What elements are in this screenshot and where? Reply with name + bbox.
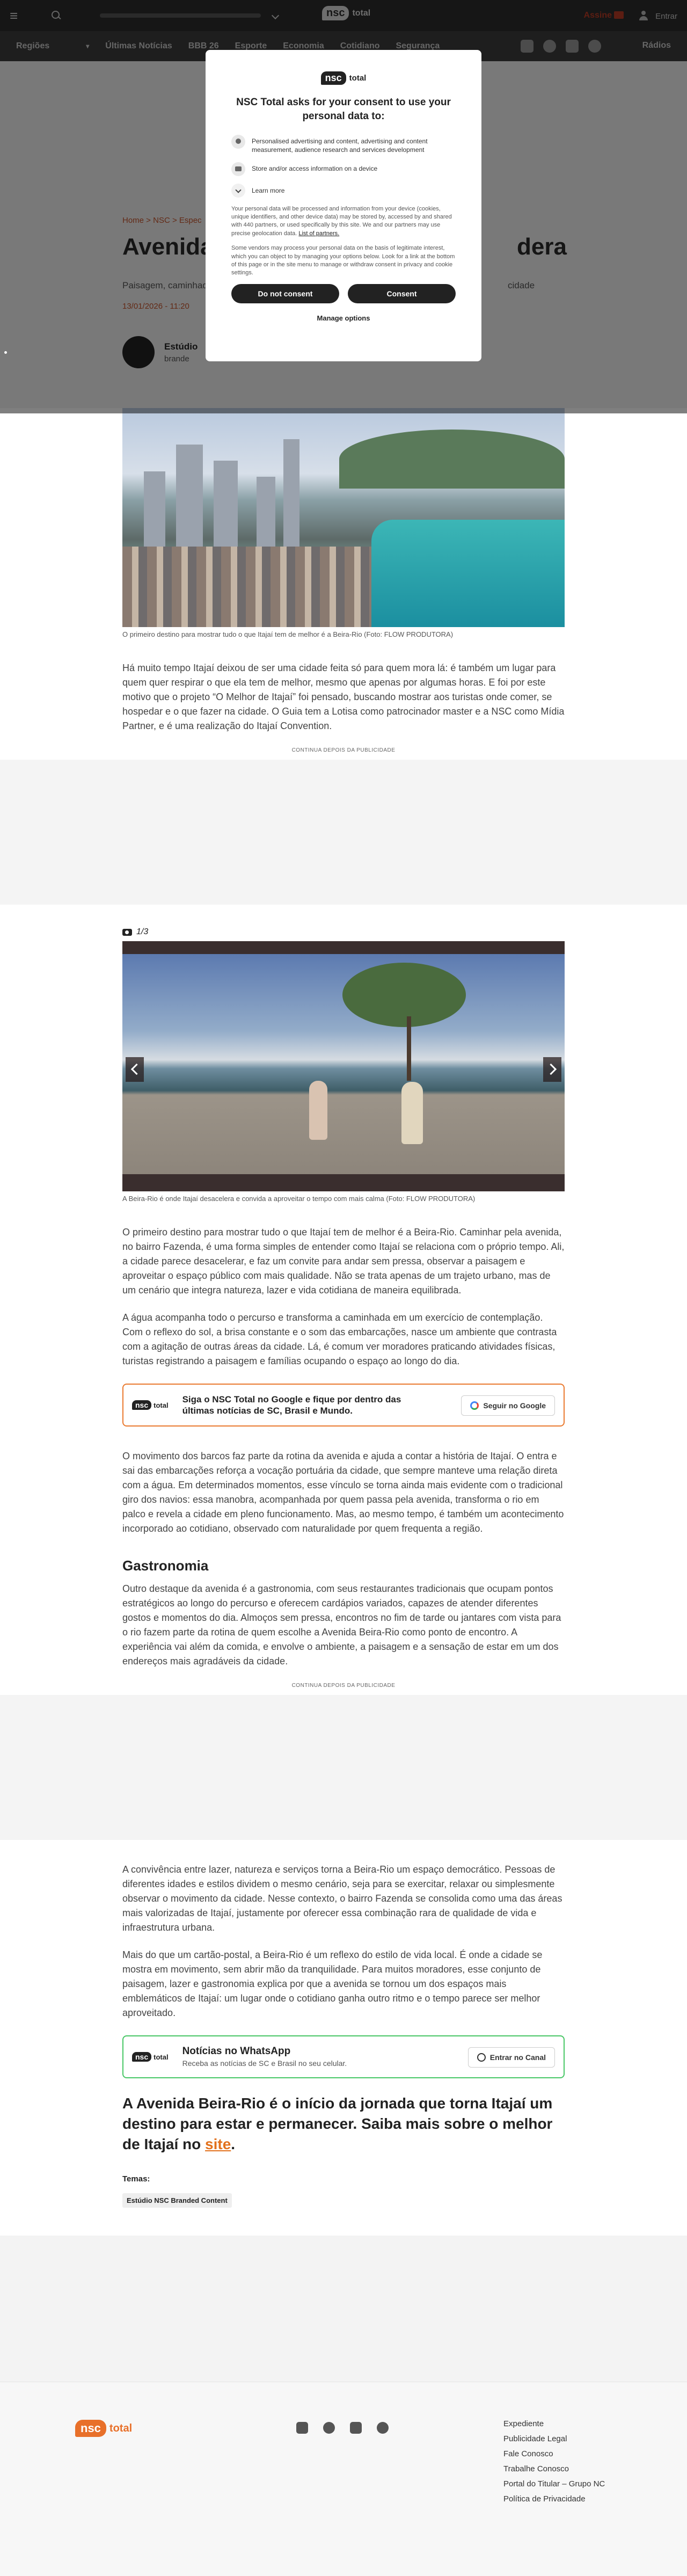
google-icon bbox=[470, 1401, 479, 1410]
consent-dialog bbox=[206, 50, 481, 361]
consent-title: NSC Total asks for your consent to use your personal data to: bbox=[236, 97, 451, 122]
consent-purpose-text: Store and/or access information on a device bbox=[252, 164, 378, 172]
consent-fine-print bbox=[231, 205, 456, 238]
consent-logo bbox=[231, 71, 456, 85]
cta-logo bbox=[132, 2052, 169, 2062]
closing-statement bbox=[122, 2093, 565, 2154]
partners-link[interactable]: List of partners. bbox=[298, 230, 340, 237]
gallery-person bbox=[401, 1082, 423, 1144]
footer-socials bbox=[296, 2422, 389, 2434]
paragraph: O movimento dos barcos faz parte da rotina da avenida e ajuda a contar a história de Itajaí. O entra e sai das embarcações reforça a vocação portuária da cidade, que sempre manteve uma relação direta com a água. Em determinados momentos, esse vínculo se torna ainda mais evidente com o tradicional giro dos navios: essa manobra, acompanhada por quem passa pela avenida, transforma o rio em palco e revela a cidade em pleno funcionamento. Mas, ao mesmo tempo, é também um acontecimento incorporado ao cotidiano, observado com naturalidade por quem frequenta a região. bbox=[122, 1451, 564, 1534]
google-cta-text: Siga o NSC Total no Google e fique por dentro das últimas notícias de SC, Brasil e Mundo. bbox=[182, 1394, 401, 1416]
ad-label: CONTINUA DEPOIS DA PUBLICIDADE bbox=[291, 1683, 396, 1689]
cta-logo-suffix: total bbox=[154, 2053, 169, 2061]
consent-purpose-text: Personalised advertising and content, advertising and content measurement, audience research and services development bbox=[252, 137, 428, 154]
image-river bbox=[371, 520, 565, 627]
cta-logo-mark: nsc bbox=[132, 2052, 151, 2062]
site-footer bbox=[0, 2382, 687, 2576]
image-hill bbox=[339, 430, 565, 489]
learn-more-toggle[interactable] bbox=[231, 184, 456, 198]
gallery-tree-trunk bbox=[407, 1016, 411, 1081]
footer-link[interactable]: Expediente bbox=[503, 2419, 544, 2429]
whatsapp-cta-title: Notícias no WhatsApp bbox=[182, 2046, 291, 2057]
site-link[interactable]: site bbox=[205, 2135, 231, 2152]
follow-google-button[interactable] bbox=[461, 1395, 555, 1416]
ad-label: CONTINUA DEPOIS DA PUBLICIDADE bbox=[291, 747, 396, 753]
camera-icon bbox=[122, 929, 132, 936]
manage-options-link[interactable]: Manage options bbox=[317, 314, 370, 322]
device-icon bbox=[231, 162, 245, 176]
paragraph: Há muito tempo Itajaí deixou de ser uma cidade feita só para quem mora lá: é também um lugar para quem quer respirar o que ela tem de melhor, mesmo que apenas por algumas horas. E foi por este motivo que o projeto “O Melhor de Itajaí” foi pensado, buscando mostrar aos turistas onde comer, se hospedar e o que fazer na cidade. O Guia tem a Lotisa como patrocinador master e a NSC como Mídia Partner, e é uma realização do Itajaí Convention. bbox=[122, 663, 565, 731]
cta-logo-mark: nsc bbox=[132, 1400, 151, 1410]
whatsapp-cta bbox=[122, 2035, 565, 2078]
footer-link[interactable]: Política de Privacidade bbox=[503, 2494, 586, 2504]
join-channel-label[interactable]: Entrar no Canal bbox=[489, 2053, 546, 2062]
temas-label: Temas: bbox=[122, 2174, 150, 2184]
gallery-person bbox=[309, 1081, 327, 1140]
consent-fine-print-1: Your personal data will be processed and information from your device (cookies, unique identifiers, and other device data) may be stored by, accessed by and shared with 440 partners, or used specifically by this site. We and our partners may use precise geolocation data. bbox=[231, 205, 452, 237]
footer-links bbox=[503, 2417, 605, 2507]
ad-slot[interactable] bbox=[0, 760, 687, 905]
gallery-count-text: 1/3 bbox=[136, 927, 149, 936]
whatsapp-cta-subtitle: Receba as notícias de SC e Brasil no seu celular. bbox=[182, 2059, 347, 2068]
photo-gallery[interactable] bbox=[122, 941, 565, 1191]
whatsapp-icon[interactable] bbox=[377, 2422, 389, 2434]
paragraph: A convivência entre lazer, natureza e serviços torna a Beira-Rio um espaço democrático. Pessoas de diferentes idades e estilos dividem o mesmo cenário, seja para se exercitar, relaxar ou simplesmente observar o movimento da cidade. Nesse contexto, o bairro Fazenda se consolida como uma das áreas mais valorizadas de Itajaí, justamente por oferecer essa combinação rara de qualidade de vida e infraestrutura urbana. bbox=[122, 1864, 562, 1933]
person-icon bbox=[231, 135, 245, 149]
article-hero-image bbox=[122, 408, 565, 627]
footer-logo-mark: nsc bbox=[75, 2420, 106, 2437]
article-body bbox=[122, 408, 565, 2208]
footer-link[interactable]: Fale Conosco bbox=[503, 2449, 553, 2459]
do-not-consent-button[interactable]: Do not consent bbox=[231, 284, 339, 303]
paragraph: Outro destaque da avenida é a gastronomia, com seus restaurantes tradicionais que ocupam pontos estratégicos ao longo do percurso e oferecem cardápios variados, capazes de atender diferentes gostos e momentos do dia. Almoços sem pressa, encontros no fim de tarde ou jantares com vista para o rio fazem parte da rotina de quem escolhe a Avenida Beira-Rio como ponto de encontro. A experiência vai além da comida, e envolve o ambiente, a paisagem e a sensação de estar em um dos endereços mais agradáveis da cidade. bbox=[122, 1583, 561, 1667]
whatsapp-cta-text bbox=[182, 2045, 435, 2068]
consent-logo-suffix: total bbox=[349, 74, 367, 83]
gallery-tree bbox=[342, 963, 466, 1027]
paragraph: Mais do que um cartão-postal, a Beira-Rio é um reflexo do estilo de vida local. É onde a cidade se mostra em movimento, sem abrir mão da tranquilidade. Para muitos moradores, esse conjunto de paisagem, lazer e gastronomia explica por que a avenida se tornou um dos espaços mais emblemáticos de Itajaí: um lugar onde o cotidiano ganha outro ritmo e o tempo parece ser melhor aproveitado. bbox=[122, 1949, 543, 2018]
paragraph: O primeiro destino para mostrar tudo o que Itajaí tem de melhor é a Beira-Rio. Caminhar pela avenida, no bairro Fazenda, é uma forma simples de entender como Itajaí se relaciona com o próprio tempo. Ali, a cidade parece desacelerar, e faz um convite para andar sem pressa, observar a paisagem e aproveitar o espaço público com mais qualidade. Não se trata apenas de um trajeto urbano, mas de um cenário que integra natureza, lazer e vida cotidiana de maneira equilibrada. bbox=[122, 1227, 565, 1296]
whatsapp-icon bbox=[477, 2053, 486, 2062]
footer-logo-suffix: total bbox=[109, 2422, 133, 2434]
section-heading: Gastronomia bbox=[122, 1558, 209, 1574]
topic-tag[interactable]: Estúdio NSC Branded Content bbox=[122, 2193, 232, 2208]
gallery-caption: A Beira-Rio é onde Itajaí desacelera e convida a aproveitar o tempo com mais calma (Foto: FLOW PRODUTORA) bbox=[122, 1195, 476, 1203]
image-city bbox=[122, 547, 401, 627]
closing-end: . bbox=[231, 2135, 236, 2152]
consent-logo-mark: nsc bbox=[321, 71, 346, 85]
youtube-icon[interactable] bbox=[350, 2422, 362, 2434]
facebook-icon[interactable] bbox=[323, 2422, 335, 2434]
closing-text: A Avenida Beira-Rio é o início da jornada que torna Itajaí um destino para estar e permanecer. Saiba mais sobre o melhor de Itajaí no bbox=[122, 2095, 553, 2152]
overlay-dot bbox=[4, 351, 7, 354]
footer-link[interactable]: Trabalhe Conosco bbox=[503, 2464, 569, 2474]
footer-logo[interactable] bbox=[75, 2420, 132, 2437]
footer-link[interactable]: Portal do Titular – Grupo NC bbox=[503, 2479, 605, 2489]
gallery-counter bbox=[122, 927, 565, 937]
consent-button[interactable]: Consent bbox=[348, 284, 456, 303]
learn-more-label[interactable]: Learn more bbox=[252, 186, 285, 194]
google-follow-cta bbox=[122, 1384, 565, 1427]
follow-google-label[interactable]: Seguir no Google bbox=[483, 1401, 546, 1410]
image-caption: O primeiro destino para mostrar tudo o que Itajaí tem de melhor é a Beira-Rio (Foto: FLOW PRODUTORA) bbox=[122, 630, 454, 638]
consent-fine-print-2: Some vendors may process your personal data on the basis of legitimate interest, which you can object to by managing your options below. Look for a link at the bottom of this page or in the site menu to manage or withdraw consent in privacy and cookie settings. bbox=[231, 245, 455, 276]
consent-purpose bbox=[231, 162, 456, 176]
bottom-ad-band bbox=[0, 2236, 687, 2382]
paragraph: A água acompanha todo o percurso e transforma a caminhada em um exercício de contemplação. Com o reflexo do sol, a brisa constante e o som das embarcações, nasce um ambiente que contrasta com a agitação de outras áreas da cidade. Lá, é comum ver moradores praticando atividades físicas, turistas registrando a paisagem e famílias ocupando o espaço ao longo do dia. bbox=[122, 1312, 557, 1366]
ad-slot[interactable] bbox=[0, 1695, 687, 1840]
cta-logo-suffix: total bbox=[154, 1401, 169, 1409]
cta-logo bbox=[132, 1400, 169, 1410]
consent-purpose bbox=[231, 135, 456, 154]
footer-link[interactable]: Publicidade Legal bbox=[503, 2434, 567, 2444]
instagram-icon[interactable] bbox=[296, 2422, 308, 2434]
consent-buttons bbox=[231, 284, 456, 303]
gallery-next-button[interactable] bbox=[543, 1057, 561, 1082]
chevron-down-icon[interactable] bbox=[231, 184, 245, 198]
join-channel-button[interactable] bbox=[468, 2047, 555, 2068]
gallery-prev-button[interactable] bbox=[126, 1057, 144, 1082]
